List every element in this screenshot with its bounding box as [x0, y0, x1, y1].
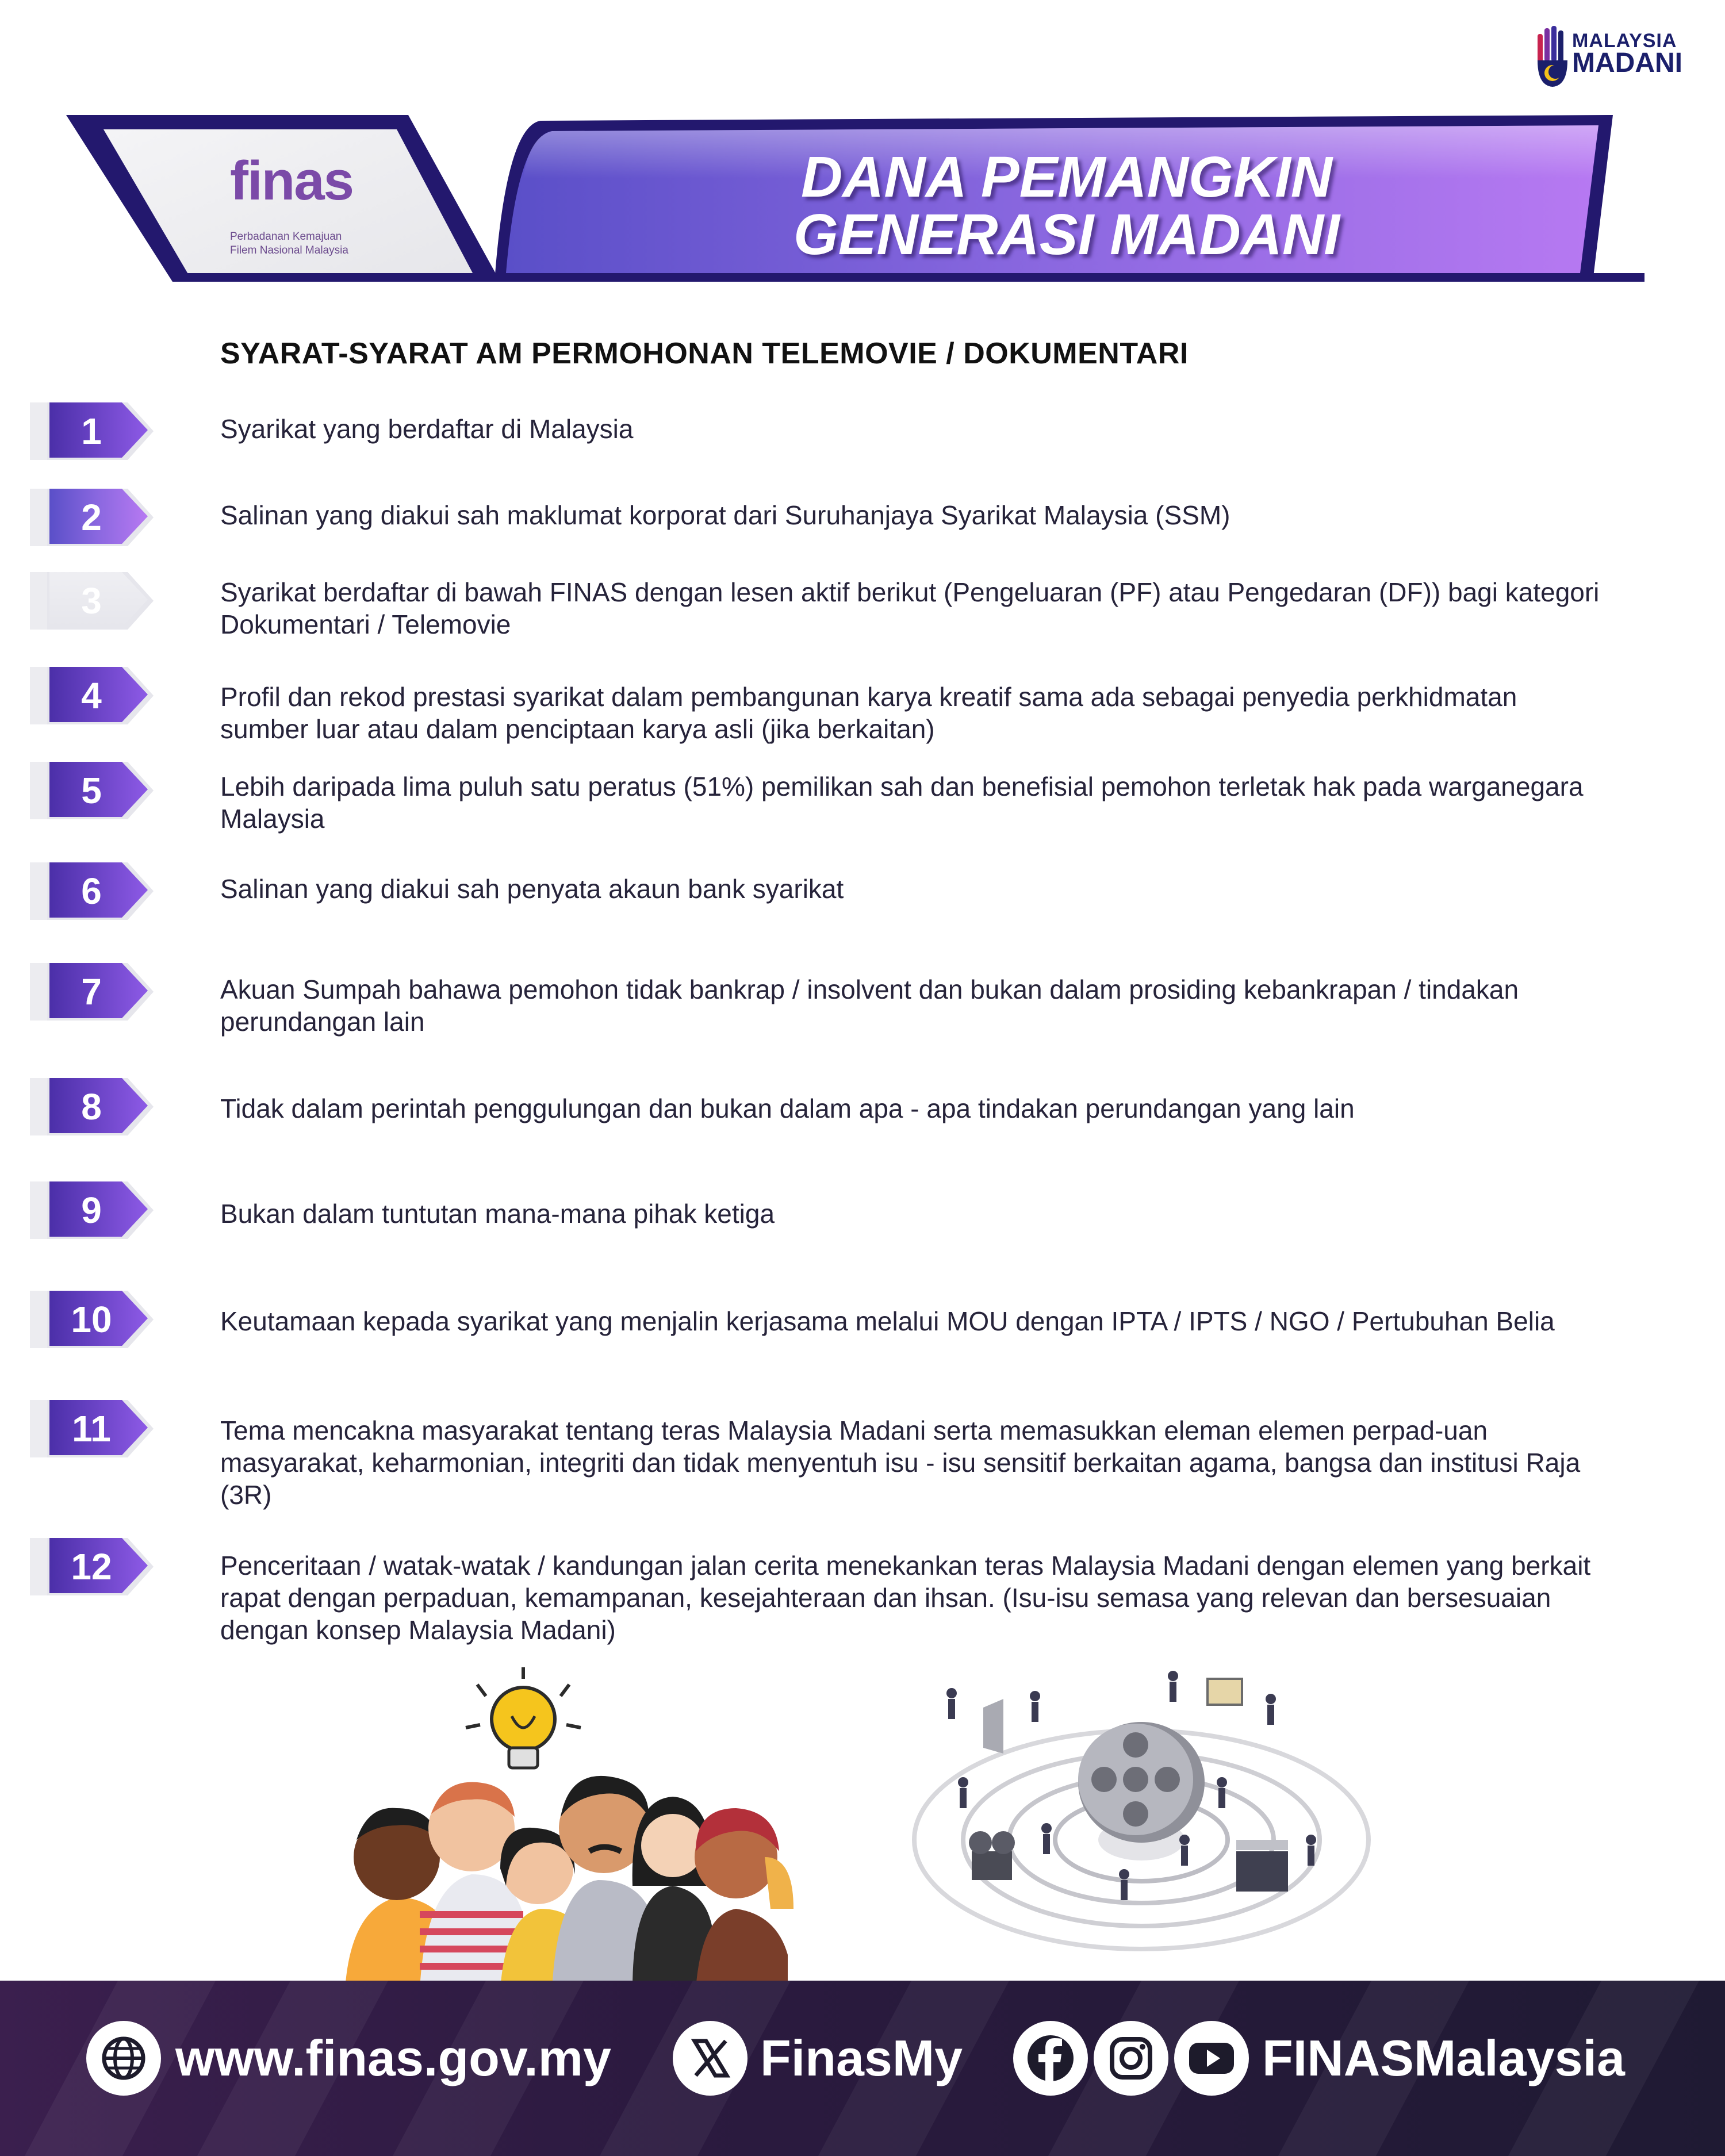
megaphone-icon — [983, 1699, 1003, 1754]
item-text: Profil dan rekod prestasi syarikat dalam pembangunan karya kreatif sama ada sebagai penyedia perkhidmatan sumber luar atau dalam penciptaan karya asli (jika berkaitan) — [220, 682, 1517, 744]
number-badge — [30, 1181, 154, 1239]
madani-line1: MALAYSIA — [1572, 30, 1677, 52]
youtube-icon[interactable] — [1174, 2021, 1249, 2096]
item-number: 7 — [81, 971, 102, 1012]
item-text: Akuan Sumpah bahawa pemohon tidak bankrap / insolvent dan bukan dalam prosiding kebankrapan / tindakan perundangan lain — [220, 975, 1519, 1037]
number-badge — [30, 489, 154, 546]
item-number: 9 — [81, 1190, 102, 1231]
camera-icon — [969, 1831, 1015, 1880]
item-number: 3 — [81, 580, 102, 622]
item-number: 10 — [71, 1299, 112, 1340]
finas-subtitle-line1: Perbadanan Kemajuan — [230, 231, 342, 243]
section-heading: SYARAT-SYARAT AM PERMOHONAN TELEMOVIE / DOKUMENTARI — [220, 337, 1189, 370]
item-number: 2 — [81, 497, 102, 538]
finas-subtitle-line2: Filem Nasional Malaysia — [230, 244, 348, 256]
number-badge — [30, 1078, 154, 1135]
malaysia-madani-logo — [1535, 26, 1696, 89]
item-text: Syarikat yang berdaftar di Malaysia — [220, 414, 634, 444]
number-badge — [30, 402, 154, 460]
item-text: Keutamaan kepada syarikat yang menjalin kerjasama melalui MOU dengan IPTA / IPTS / NGO / Pertubuhan Belia — [220, 1306, 1555, 1336]
item-text: Bukan dalam tuntutan mana-mana pihak ketiga — [220, 1199, 775, 1229]
instagram-icon[interactable] — [1094, 2021, 1168, 2096]
item-text: Penceritaan / watak-watak / kandungan jalan cerita menekankan teras Malaysia Madani dengan elemen yang berkait rapat dengan perpaduan, kemampanan, kesejahteraan dan ihsan. (Isu-isu semasa yang relevan dan bersesuaian dengan konsep Malaysia Madani) — [220, 1551, 1591, 1645]
item-text: Lebih daripada lima puluh satu peratus (51%) pemilikan sah dan benefisial pemohon terletak hak pada warganegara Malaysia — [220, 772, 1584, 834]
madani-line2: MADANI — [1572, 48, 1682, 79]
item-text: Syarikat berdaftar di bawah FINAS dengan lesen aktif berikut (Pengeluaran (PF) atau Pengedaran (DF)) bagi kategori Dokumentari / Telemovie — [220, 577, 1600, 639]
banner-title — [736, 145, 1397, 267]
item-number: 5 — [81, 770, 102, 811]
facebook-icon[interactable] — [1013, 2021, 1088, 2096]
lightbulb-icon — [466, 1667, 581, 1768]
item-number: 8 — [81, 1086, 102, 1127]
number-badge — [30, 1538, 154, 1595]
banner-title-line1: DANA PEMANGKIN — [800, 145, 1333, 209]
number-badge — [30, 963, 154, 1021]
director-chair-icon — [1208, 1679, 1242, 1705]
item-number: 6 — [81, 870, 102, 912]
number-badge — [30, 667, 154, 724]
finas-logo — [230, 149, 379, 270]
number-badge — [30, 1291, 154, 1348]
people-illustration — [334, 1667, 811, 1989]
item-text: Tidak dalam perintah penggulungan dan bukan dalam apa - apa tindakan perundangan yang lain — [220, 1094, 1355, 1123]
banner-title-line2: GENERASI MADANI — [793, 202, 1340, 267]
number-badge — [30, 572, 154, 630]
item-text: Salinan yang diakui sah penyata akaun bank syarikat — [220, 874, 844, 904]
number-badge — [30, 762, 154, 819]
item-text: Tema mencakna masyarakat tentang teras Malaysia Madani serta memasukkan eleman elemen perpad-uan masyarakat, keharmonian, integriti dan tidak menyentuh isu - isu sensitif berkaitan agama, bangsa dan institusi Raja (3R) — [220, 1415, 1581, 1510]
finas-subtitle — [230, 230, 402, 258]
item-number: 11 — [72, 1408, 111, 1449]
clapperboard-icon — [1236, 1840, 1288, 1892]
number-badge — [30, 1400, 154, 1457]
item-number: 1 — [81, 411, 102, 452]
finas-wordmark: finas — [230, 150, 354, 212]
film-production-illustration — [897, 1667, 1386, 1966]
item-number: 4 — [81, 675, 102, 716]
social-handle[interactable]: FINASMalaysia — [1262, 2030, 1625, 2086]
website-link[interactable]: www.finas.gov.my — [175, 2030, 611, 2086]
item-text: Salinan yang diakui sah maklumat korporat dari Suruhanjaya Syarikat Malaysia (SSM) — [220, 500, 1230, 530]
item-number: 12 — [71, 1546, 112, 1587]
x-icon[interactable] — [673, 2021, 747, 2096]
madani-hand-icon — [1535, 26, 1570, 89]
globe-icon[interactable] — [86, 2021, 161, 2096]
film-reel-icon — [1078, 1722, 1205, 1843]
number-badge — [30, 862, 154, 920]
x-handle[interactable]: FinasMy — [760, 2030, 963, 2086]
